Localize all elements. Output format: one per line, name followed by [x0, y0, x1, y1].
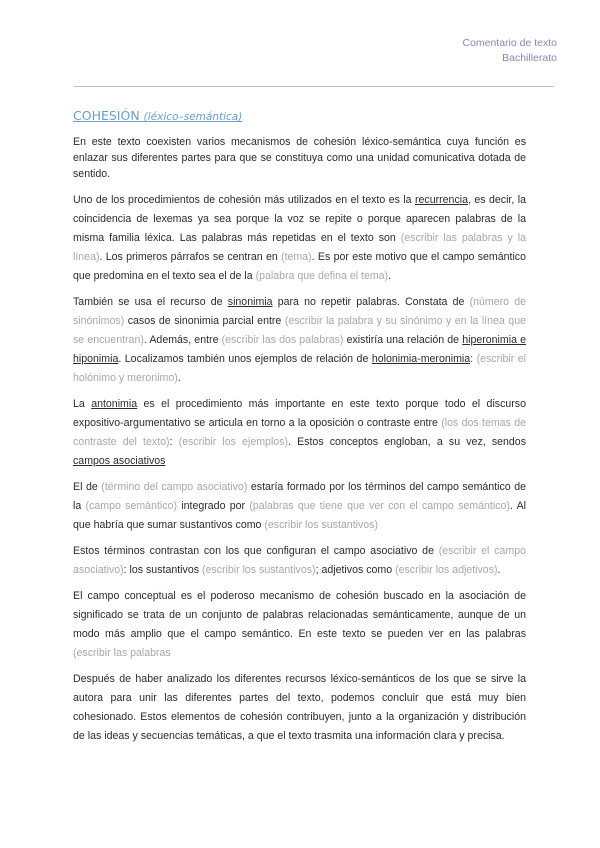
- text: ; adjetivos como: [315, 564, 396, 576]
- text: . Además, entre: [143, 334, 222, 346]
- text: El de: [73, 481, 102, 493]
- placeholder-hint: (escribir los sustantivos): [264, 519, 379, 531]
- title-main: COHESIÓN: [73, 108, 140, 123]
- text: : los sustantivos: [123, 564, 202, 576]
- term-campos-asociativos: campos asociativos: [73, 455, 166, 467]
- text: . Estos conceptos engloban, a su vez, sendos: [288, 436, 526, 448]
- text: . Es por este motivo que el campo semántico que predomina en el texto sea el de la: [73, 251, 526, 282]
- text: El campo conceptual es el poderoso mecanismo de cohesión buscado en la asociación de significado se trata de un conjunto de palabras relacionadas semánticamente, aunque de un modo más amplio que el campo semántico. En este texto se pueden ver en las palabras: [73, 590, 526, 640]
- text: :: [470, 353, 477, 365]
- paragraph-antonimia: [73, 395, 526, 471]
- text: para no repetir palabras. Constata de: [272, 296, 470, 308]
- placeholder-hint: (número de sinónimos): [73, 296, 526, 327]
- paragraph-intro: En este texto coexisten varios mecanismos de cohesión léxico-semántica cuya función es enlazar sus diferentes partes para que se constituya como una unidad comunicativa dotada de sentido.: [73, 136, 526, 180]
- term-sinonimia: sinonimia: [227, 296, 273, 308]
- placeholder-hint: (palabra que defina el tema): [255, 270, 389, 282]
- placeholder-hint: (campo semántico): [85, 500, 177, 512]
- text: . Localizamos también unos ejemplos de relación de: [118, 353, 372, 365]
- paragraph-campo-asociativo-1: [73, 478, 526, 535]
- document-body: [73, 108, 526, 753]
- placeholder-hint: (palabras que tiene que ver con el campo semántico): [249, 500, 510, 512]
- header-divider: [74, 86, 554, 87]
- paragraph-recurrencia: [73, 191, 526, 286]
- title-subtitle: (léxico–semántica): [143, 111, 243, 123]
- text: integrado por: [176, 500, 250, 512]
- placeholder-hint: (escribir los adjetivos): [395, 564, 498, 576]
- text: . Al que habría que sumar sustantivos como: [73, 500, 526, 531]
- term-holonimia: holonimia-meronimia: [371, 353, 471, 365]
- header-level: Bachillerato: [502, 52, 557, 64]
- text: , es decir, la coincidencia de lexemas ya sea porque la voz se repite o porque aparecen palabras de la misma familia léxica. Las palabras más repetidas en el texto son: [73, 194, 526, 244]
- text: estaría formado por los términos del campo semántico de la: [73, 481, 526, 512]
- text: También se usa el recurso de: [73, 296, 228, 308]
- text: existiría una relación de: [343, 334, 463, 346]
- paragraph-campo-conceptual: [73, 587, 526, 663]
- placeholder-hint: (escribir la palabra y su sinónimo y en la línea que se encuentran): [73, 315, 526, 346]
- paragraph-sinonimia: [73, 293, 526, 388]
- text: . Los primeros párrafos se centran en: [99, 251, 282, 263]
- text: La: [73, 398, 92, 410]
- header-subject: Comentario de texto: [462, 37, 557, 49]
- placeholder-hint: (término del campo asociativo): [101, 481, 248, 493]
- placeholder-hint: (los dos temas de contraste del texto): [73, 417, 526, 448]
- paragraph-conclusion: Después de haber analizado los diferentes recursos léxico-semánticos de los que se sirve la autora para unir las diferentes partes del texto, podemos concluir que está muy bien cohesionado. Estos elementos de cohesión contribuyen, junto a la organización y distribución de las ideas y secuencias temáticas, a que el texto trasmita una información clara y precisa.: [73, 673, 526, 742]
- placeholder-hint: (escribir las dos palabras): [221, 334, 344, 346]
- placeholder-hint: (escribir las palabras: [73, 647, 171, 659]
- text: :: [169, 436, 179, 448]
- text: es el procedimiento más importante en este texto porque todo el discurso expositivo-argumentativo se articula en torno a la oposición o contraste entre: [73, 398, 526, 429]
- text: casos de sinonimia parcial entre: [124, 315, 285, 327]
- term-hiperonimia: hiperonimia e hiponimia: [73, 334, 526, 365]
- placeholder-hint: (escribir los sustantivos): [201, 564, 316, 576]
- page-header: [462, 36, 557, 66]
- placeholder-hint: (escribir el holónimo y meronimo): [73, 353, 526, 384]
- placeholder-hint: (escribir el campo asociativo): [73, 545, 526, 576]
- text: Estos términos contrastan con los que configuran el campo asociativo de: [73, 545, 439, 557]
- placeholder-hint: (escribir los ejemplos): [178, 436, 289, 448]
- term-antonimia: antonimia: [91, 398, 138, 410]
- term-recurrencia: recurrencia: [415, 194, 468, 206]
- text: Uno de los procedimientos de cohesión más utilizados en el texto es la: [73, 194, 415, 206]
- section-title: [73, 108, 526, 125]
- placeholder-hint: (tema): [281, 251, 312, 263]
- text: .: [388, 270, 392, 282]
- paragraph-campo-asociativo-2: [73, 542, 526, 580]
- text: .: [497, 564, 501, 576]
- text: .: [177, 372, 181, 384]
- placeholder-hint: (escribir las palabras y la línea): [73, 232, 526, 263]
